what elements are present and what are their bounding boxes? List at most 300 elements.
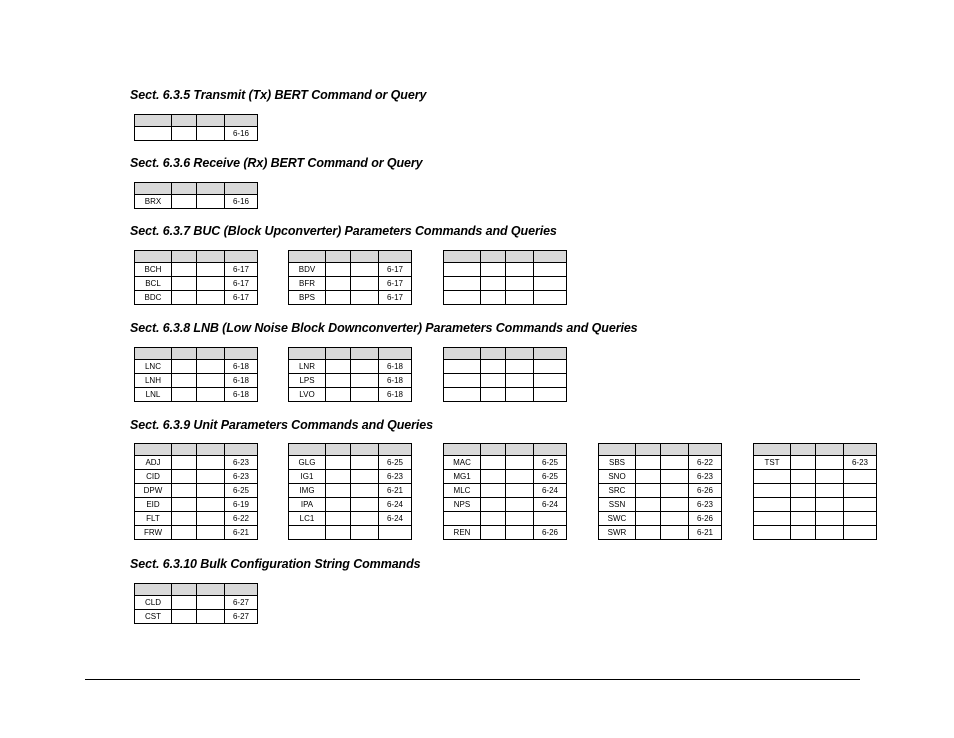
empty-cell xyxy=(636,512,661,526)
empty-cell xyxy=(791,470,816,484)
empty-cell xyxy=(636,484,661,498)
command-cell: LNH xyxy=(135,374,172,388)
command-cell xyxy=(754,512,791,526)
command-cell: BDC xyxy=(135,291,172,305)
command-cell: IMG xyxy=(289,484,326,498)
command-cell xyxy=(444,388,481,402)
empty-cell xyxy=(326,374,351,388)
empty-cell xyxy=(172,596,197,610)
page-ref-cell: 6-17 xyxy=(225,277,258,291)
command-cell: NPS xyxy=(444,498,481,512)
empty-cell xyxy=(481,388,506,402)
page-ref-cell: 6-18 xyxy=(225,374,258,388)
table-row xyxy=(599,512,722,526)
table-row xyxy=(135,195,258,209)
table-row xyxy=(444,512,567,526)
empty-cell xyxy=(172,360,197,374)
empty-cell xyxy=(816,484,844,498)
command-cell: ADJ xyxy=(135,456,172,470)
page-ref-cell xyxy=(534,291,567,305)
empty-cell xyxy=(506,374,534,388)
table-header-row xyxy=(754,444,877,456)
header-cell xyxy=(791,444,816,456)
empty-cell xyxy=(816,498,844,512)
table-row xyxy=(135,512,258,526)
table-row xyxy=(289,388,412,402)
empty-cell xyxy=(506,388,534,402)
command-cell xyxy=(444,360,481,374)
table-row xyxy=(289,512,412,526)
page-ref-cell: 6-22 xyxy=(225,512,258,526)
empty-cell xyxy=(481,470,506,484)
empty-cell xyxy=(172,127,197,141)
header-cell xyxy=(754,444,791,456)
header-cell xyxy=(289,444,326,456)
page-ref-cell: 6-18 xyxy=(379,388,412,402)
command-cell xyxy=(754,470,791,484)
empty-cell xyxy=(326,456,351,470)
table-row xyxy=(289,526,412,540)
empty-cell xyxy=(326,291,351,305)
empty-cell xyxy=(791,526,816,540)
table-row xyxy=(289,360,412,374)
table-row xyxy=(289,277,412,291)
command-cell: BDV xyxy=(289,263,326,277)
command-cell: BFR xyxy=(289,277,326,291)
empty-cell xyxy=(636,470,661,484)
page-ref-cell xyxy=(844,484,877,498)
empty-cell xyxy=(351,360,379,374)
empty-cell xyxy=(172,512,197,526)
page-ref-cell: 6-23 xyxy=(225,470,258,484)
page-ref-cell: 6-23 xyxy=(379,470,412,484)
header-cell xyxy=(379,444,412,456)
table-header-row xyxy=(444,251,567,263)
empty-cell xyxy=(661,526,689,540)
command-cell xyxy=(754,498,791,512)
empty-cell xyxy=(506,526,534,540)
empty-cell xyxy=(172,526,197,540)
empty-cell xyxy=(351,277,379,291)
table-row xyxy=(444,291,567,305)
command-cell xyxy=(444,291,481,305)
page-ref-cell: 6-17 xyxy=(379,277,412,291)
empty-cell xyxy=(351,456,379,470)
table-row xyxy=(754,526,877,540)
page-ref-cell xyxy=(844,498,877,512)
header-cell xyxy=(172,348,197,360)
table-row xyxy=(444,470,567,484)
section-heading: Sect. 6.3.8 LNB (Low Noise Block Downconverter) Parameters Commands and Queries xyxy=(130,321,638,335)
empty-cell xyxy=(351,388,379,402)
empty-cell xyxy=(481,263,506,277)
table-header-row xyxy=(135,251,258,263)
header-cell xyxy=(379,251,412,263)
command-cell: LNR xyxy=(289,360,326,374)
empty-cell xyxy=(197,526,225,540)
page-ref-cell: 6-21 xyxy=(689,526,722,540)
empty-cell xyxy=(351,374,379,388)
empty-cell xyxy=(506,470,534,484)
empty-cell xyxy=(481,484,506,498)
table-row xyxy=(754,456,877,470)
command-table xyxy=(443,250,567,305)
header-cell xyxy=(135,348,172,360)
table-header-row xyxy=(289,444,412,456)
table-row xyxy=(444,374,567,388)
page-ref-cell: 6-27 xyxy=(225,596,258,610)
table-row xyxy=(599,498,722,512)
header-cell xyxy=(197,444,225,456)
page-ref-cell xyxy=(844,526,877,540)
table-header-row xyxy=(135,115,258,127)
table-row xyxy=(289,470,412,484)
command-table xyxy=(288,443,412,540)
empty-cell xyxy=(197,484,225,498)
empty-cell xyxy=(351,526,379,540)
empty-cell xyxy=(326,470,351,484)
empty-cell xyxy=(172,456,197,470)
header-cell xyxy=(225,584,258,596)
page-ref-cell: 6-26 xyxy=(689,512,722,526)
header-cell xyxy=(351,444,379,456)
header-cell xyxy=(197,348,225,360)
header-cell xyxy=(197,251,225,263)
page-ref-cell: 6-26 xyxy=(689,484,722,498)
page-ref-cell: 6-27 xyxy=(225,610,258,624)
command-cell: SBS xyxy=(599,456,636,470)
empty-cell xyxy=(661,470,689,484)
command-cell: REN xyxy=(444,526,481,540)
empty-cell xyxy=(481,374,506,388)
empty-cell xyxy=(791,512,816,526)
empty-cell xyxy=(326,263,351,277)
empty-cell xyxy=(661,484,689,498)
empty-cell xyxy=(351,512,379,526)
table-header-row xyxy=(444,444,567,456)
empty-cell xyxy=(506,291,534,305)
command-table xyxy=(134,347,258,402)
command-cell: BCL xyxy=(135,277,172,291)
header-cell xyxy=(844,444,877,456)
table-row xyxy=(289,291,412,305)
command-cell xyxy=(444,512,481,526)
command-cell: CID xyxy=(135,470,172,484)
command-table xyxy=(134,114,258,141)
header-cell xyxy=(534,444,567,456)
header-cell xyxy=(326,444,351,456)
page-ref-cell: 6-18 xyxy=(225,360,258,374)
table-header-row xyxy=(135,444,258,456)
empty-cell xyxy=(791,456,816,470)
empty-cell xyxy=(197,512,225,526)
empty-cell xyxy=(172,470,197,484)
table-row xyxy=(135,388,258,402)
empty-cell xyxy=(172,291,197,305)
command-cell: BCH xyxy=(135,263,172,277)
header-cell xyxy=(506,251,534,263)
header-cell xyxy=(172,444,197,456)
table-header-row xyxy=(289,348,412,360)
empty-cell xyxy=(172,374,197,388)
command-cell: GLG xyxy=(289,456,326,470)
empty-cell xyxy=(197,277,225,291)
empty-cell xyxy=(351,498,379,512)
page-ref-cell: 6-24 xyxy=(379,512,412,526)
section-heading: Sect. 6.3.5 Transmit (Tx) BERT Command or Query xyxy=(130,88,427,102)
header-cell xyxy=(172,251,197,263)
header-cell xyxy=(506,348,534,360)
header-cell xyxy=(135,115,172,127)
empty-cell xyxy=(791,498,816,512)
section-heading: Sect. 6.3.9 Unit Parameters Commands and Queries xyxy=(130,418,433,432)
empty-cell xyxy=(661,456,689,470)
page-ref-cell: 6-25 xyxy=(534,456,567,470)
empty-cell xyxy=(481,526,506,540)
table-row xyxy=(135,374,258,388)
empty-cell xyxy=(197,360,225,374)
table-row xyxy=(135,470,258,484)
page-ref-cell xyxy=(534,263,567,277)
table-row xyxy=(135,596,258,610)
empty-cell xyxy=(172,498,197,512)
command-cell: SSN xyxy=(599,498,636,512)
command-cell: MAC xyxy=(444,456,481,470)
empty-cell xyxy=(197,195,225,209)
header-cell xyxy=(135,251,172,263)
header-cell xyxy=(225,251,258,263)
header-cell xyxy=(379,348,412,360)
page-ref-cell: 6-21 xyxy=(225,526,258,540)
page-ref-cell xyxy=(534,277,567,291)
table-row xyxy=(444,360,567,374)
command-table xyxy=(598,443,722,540)
empty-cell xyxy=(506,360,534,374)
command-cell: BPS xyxy=(289,291,326,305)
empty-cell xyxy=(172,263,197,277)
empty-cell xyxy=(351,291,379,305)
header-cell xyxy=(636,444,661,456)
empty-cell xyxy=(172,277,197,291)
header-cell xyxy=(289,348,326,360)
page-ref-cell: 6-23 xyxy=(844,456,877,470)
header-cell xyxy=(225,183,258,195)
header-cell xyxy=(351,251,379,263)
command-cell: FLT xyxy=(135,512,172,526)
command-cell: CST xyxy=(135,610,172,624)
header-cell xyxy=(172,183,197,195)
header-cell xyxy=(197,115,225,127)
header-cell xyxy=(444,444,481,456)
header-cell xyxy=(197,584,225,596)
empty-cell xyxy=(636,526,661,540)
empty-cell xyxy=(506,484,534,498)
page-ref-cell: 6-18 xyxy=(225,388,258,402)
empty-cell xyxy=(197,291,225,305)
empty-cell xyxy=(661,512,689,526)
page-ref-cell xyxy=(844,470,877,484)
table-row xyxy=(444,388,567,402)
empty-cell xyxy=(506,277,534,291)
command-cell: MLC xyxy=(444,484,481,498)
page-ref-cell: 6-18 xyxy=(379,374,412,388)
page-ref-cell: 6-24 xyxy=(534,484,567,498)
empty-cell xyxy=(351,470,379,484)
command-cell: CLD xyxy=(135,596,172,610)
table-row xyxy=(444,456,567,470)
empty-cell xyxy=(816,512,844,526)
footer-rule xyxy=(85,679,860,680)
table-row xyxy=(289,374,412,388)
page-ref-cell xyxy=(534,360,567,374)
empty-cell xyxy=(661,498,689,512)
command-table xyxy=(134,583,258,624)
empty-cell xyxy=(326,360,351,374)
command-cell: SRC xyxy=(599,484,636,498)
empty-cell xyxy=(197,456,225,470)
empty-cell xyxy=(481,277,506,291)
header-cell xyxy=(135,444,172,456)
empty-cell xyxy=(481,512,506,526)
empty-cell xyxy=(351,484,379,498)
empty-cell xyxy=(197,498,225,512)
command-table xyxy=(443,347,567,402)
empty-cell xyxy=(172,484,197,498)
header-cell xyxy=(661,444,689,456)
command-cell: SNO xyxy=(599,470,636,484)
page-ref-cell xyxy=(379,526,412,540)
command-cell: LNC xyxy=(135,360,172,374)
table-header-row xyxy=(135,584,258,596)
empty-cell xyxy=(636,498,661,512)
command-table xyxy=(753,443,877,540)
table-row xyxy=(444,263,567,277)
command-cell xyxy=(444,263,481,277)
table-row xyxy=(599,470,722,484)
command-cell: SWR xyxy=(599,526,636,540)
table-header-row xyxy=(135,348,258,360)
empty-cell xyxy=(481,456,506,470)
empty-cell xyxy=(481,291,506,305)
empty-cell xyxy=(506,512,534,526)
empty-cell xyxy=(351,263,379,277)
page-ref-cell: 6-24 xyxy=(379,498,412,512)
header-cell xyxy=(816,444,844,456)
page-ref-cell: 6-22 xyxy=(689,456,722,470)
empty-cell xyxy=(197,610,225,624)
page-ref-cell: 6-23 xyxy=(225,456,258,470)
empty-cell xyxy=(172,388,197,402)
table-header-row xyxy=(599,444,722,456)
empty-cell xyxy=(816,470,844,484)
page-ref-cell xyxy=(534,512,567,526)
header-cell xyxy=(481,251,506,263)
table-row xyxy=(135,498,258,512)
table-row xyxy=(754,484,877,498)
empty-cell xyxy=(791,484,816,498)
command-cell: DPW xyxy=(135,484,172,498)
table-row xyxy=(135,263,258,277)
table-row xyxy=(135,610,258,624)
empty-cell xyxy=(172,610,197,624)
header-cell xyxy=(225,444,258,456)
table-row xyxy=(289,263,412,277)
page-ref-cell: 6-25 xyxy=(379,456,412,470)
command-cell: TST xyxy=(754,456,791,470)
table-row xyxy=(289,484,412,498)
page-ref-cell: 6-26 xyxy=(534,526,567,540)
empty-cell xyxy=(172,195,197,209)
table-row xyxy=(599,456,722,470)
empty-cell xyxy=(816,456,844,470)
empty-cell xyxy=(481,360,506,374)
empty-cell xyxy=(326,388,351,402)
page-ref-cell xyxy=(534,388,567,402)
section-heading: Sect. 6.3.10 Bulk Configuration String Commands xyxy=(130,557,421,571)
command-cell: LC1 xyxy=(289,512,326,526)
table-header-row xyxy=(444,348,567,360)
table-row xyxy=(135,277,258,291)
table-row xyxy=(135,484,258,498)
header-cell xyxy=(135,183,172,195)
page-ref-cell: 6-21 xyxy=(379,484,412,498)
header-cell xyxy=(599,444,636,456)
command-table xyxy=(134,182,258,209)
header-cell xyxy=(689,444,722,456)
empty-cell xyxy=(197,263,225,277)
table-row xyxy=(289,456,412,470)
table-row xyxy=(754,512,877,526)
header-cell xyxy=(444,348,481,360)
empty-cell xyxy=(506,263,534,277)
header-cell xyxy=(534,348,567,360)
command-table xyxy=(134,443,258,540)
header-cell xyxy=(481,348,506,360)
page-ref-cell: 6-17 xyxy=(225,263,258,277)
page-ref-cell: 6-16 xyxy=(225,127,258,141)
page-ref-cell: 6-16 xyxy=(225,195,258,209)
header-cell xyxy=(135,584,172,596)
command-cell: MG1 xyxy=(444,470,481,484)
page-ref-cell: 6-17 xyxy=(379,263,412,277)
empty-cell xyxy=(506,498,534,512)
empty-cell xyxy=(326,498,351,512)
page-ref-cell xyxy=(534,374,567,388)
header-cell xyxy=(326,251,351,263)
command-cell xyxy=(754,526,791,540)
section-heading: Sect. 6.3.7 BUC (Block Upconverter) Parameters Commands and Queries xyxy=(130,224,557,238)
empty-cell xyxy=(197,127,225,141)
table-row xyxy=(135,360,258,374)
table-row xyxy=(135,456,258,470)
command-cell xyxy=(754,484,791,498)
empty-cell xyxy=(636,456,661,470)
empty-cell xyxy=(326,512,351,526)
page-ref-cell: 6-23 xyxy=(689,470,722,484)
command-cell xyxy=(444,374,481,388)
header-cell xyxy=(481,444,506,456)
empty-cell xyxy=(326,484,351,498)
table-row xyxy=(444,277,567,291)
header-cell xyxy=(444,251,481,263)
table-row xyxy=(444,526,567,540)
empty-cell xyxy=(197,470,225,484)
header-cell xyxy=(326,348,351,360)
command-table xyxy=(288,250,412,305)
empty-cell xyxy=(197,374,225,388)
command-cell: LNL xyxy=(135,388,172,402)
page-ref-cell: 6-18 xyxy=(379,360,412,374)
